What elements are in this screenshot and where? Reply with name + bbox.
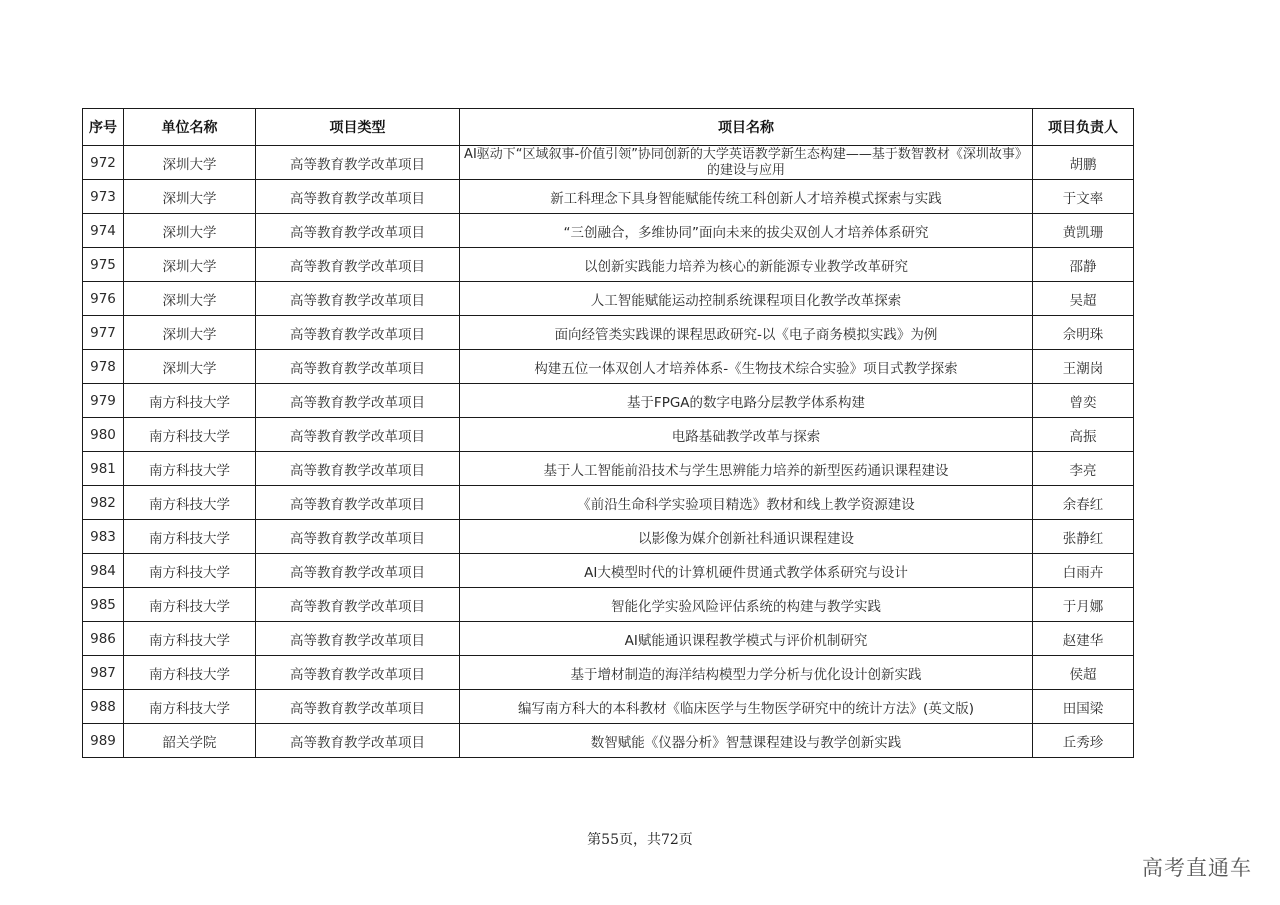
cell-serial-number: 979 xyxy=(83,384,124,418)
header-project-name: 项目名称 xyxy=(460,109,1033,146)
cell-unit-name: 南方科技大学 xyxy=(124,622,256,656)
cell-project-name: 《前沿生命科学实验项目精选》教材和线上教学资源建设 xyxy=(460,486,1033,520)
cell-serial-number: 973 xyxy=(83,180,124,214)
cell-serial-number: 978 xyxy=(83,350,124,384)
cell-project-type: 高等教育教学改革项目 xyxy=(256,452,460,486)
cell-project-lead: 于文率 xyxy=(1033,180,1134,214)
table-row xyxy=(83,350,1134,384)
watermark-text: 高考直通车 xyxy=(1142,856,1252,880)
cell-project-type: 高等教育教学改革项目 xyxy=(256,588,460,622)
cell-project-lead: 余春红 xyxy=(1033,486,1134,520)
cell-serial-number: 983 xyxy=(83,520,124,554)
table-row xyxy=(83,656,1134,690)
cell-project-name: “三创融合，多维协同”面向未来的拔尖双创人才培养体系研究 xyxy=(460,214,1033,248)
cell-serial-number: 981 xyxy=(83,452,124,486)
cell-project-name: 智能化学实验风险评估系统的构建与教学实践 xyxy=(460,588,1033,622)
cell-project-type: 高等教育教学改革项目 xyxy=(256,180,460,214)
table-header-row xyxy=(83,109,1134,146)
cell-serial-number: 989 xyxy=(83,724,124,758)
cell-project-lead: 曾奕 xyxy=(1033,384,1134,418)
cell-unit-name: 深圳大学 xyxy=(124,180,256,214)
project-table xyxy=(82,108,1134,758)
cell-project-name: 数智赋能《仪器分析》智慧课程建设与教学创新实践 xyxy=(460,724,1033,758)
cell-project-name: 基于增材制造的海洋结构模型力学分析与优化设计创新实践 xyxy=(460,656,1033,690)
cell-project-name: 编写南方科大的本科教材《临床医学与生物医学研究中的统计方法》(英文版) xyxy=(460,690,1033,724)
table-body xyxy=(83,146,1134,758)
cell-project-type: 高等教育教学改革项目 xyxy=(256,724,460,758)
cell-serial-number: 985 xyxy=(83,588,124,622)
cell-project-name: 面向经管类实践课的课程思政研究-以《电子商务模拟实践》为例 xyxy=(460,316,1033,350)
cell-project-name: AI赋能通识课程教学模式与评价机制研究 xyxy=(460,622,1033,656)
cell-unit-name: 南方科技大学 xyxy=(124,690,256,724)
cell-project-lead: 田国梁 xyxy=(1033,690,1134,724)
cell-project-lead: 邵静 xyxy=(1033,248,1134,282)
cell-project-name: 人工智能赋能运动控制系统课程项目化教学改革探索 xyxy=(460,282,1033,316)
cell-serial-number: 982 xyxy=(83,486,124,520)
cell-project-lead: 丘秀珍 xyxy=(1033,724,1134,758)
cell-project-lead: 吴超 xyxy=(1033,282,1134,316)
cell-project-type: 高等教育教学改革项目 xyxy=(256,146,460,180)
cell-serial-number: 974 xyxy=(83,214,124,248)
table-row xyxy=(83,486,1134,520)
cell-unit-name: 深圳大学 xyxy=(124,146,256,180)
cell-serial-number: 986 xyxy=(83,622,124,656)
cell-unit-name: 南方科技大学 xyxy=(124,452,256,486)
cell-project-type: 高等教育教学改革项目 xyxy=(256,418,460,452)
cell-serial-number: 984 xyxy=(83,554,124,588)
cell-unit-name: 深圳大学 xyxy=(124,350,256,384)
cell-project-lead: 侯超 xyxy=(1033,656,1134,690)
header-project-lead: 项目负责人 xyxy=(1033,109,1134,146)
header-serial-number: 序号 xyxy=(83,109,124,146)
cell-project-lead: 高振 xyxy=(1033,418,1134,452)
cell-project-name: AI大模型时代的计算机硬件贯通式教学体系研究与设计 xyxy=(460,554,1033,588)
cell-project-type: 高等教育教学改革项目 xyxy=(256,622,460,656)
cell-project-type: 高等教育教学改革项目 xyxy=(256,248,460,282)
cell-project-lead: 于月娜 xyxy=(1033,588,1134,622)
cell-project-type: 高等教育教学改革项目 xyxy=(256,214,460,248)
table-row xyxy=(83,146,1134,180)
cell-unit-name: 南方科技大学 xyxy=(124,486,256,520)
cell-project-lead: 胡鹏 xyxy=(1033,146,1134,180)
cell-serial-number: 988 xyxy=(83,690,124,724)
table-row xyxy=(83,248,1134,282)
table-row xyxy=(83,180,1134,214)
cell-unit-name: 深圳大学 xyxy=(124,316,256,350)
cell-serial-number: 975 xyxy=(83,248,124,282)
page-number: 第55页，共72页 xyxy=(587,832,693,848)
cell-unit-name: 深圳大学 xyxy=(124,214,256,248)
cell-project-name: 以创新实践能力培养为核心的新能源专业教学改革研究 xyxy=(460,248,1033,282)
cell-unit-name: 南方科技大学 xyxy=(124,384,256,418)
table-row xyxy=(83,384,1134,418)
table-row xyxy=(83,622,1134,656)
cell-unit-name: 南方科技大学 xyxy=(124,588,256,622)
table-row xyxy=(83,214,1134,248)
table-row xyxy=(83,588,1134,622)
cell-serial-number: 977 xyxy=(83,316,124,350)
cell-unit-name: 南方科技大学 xyxy=(124,554,256,588)
cell-unit-name: 深圳大学 xyxy=(124,282,256,316)
cell-unit-name: 南方科技大学 xyxy=(124,656,256,690)
cell-project-type: 高等教育教学改革项目 xyxy=(256,316,460,350)
cell-project-lead: 白雨卉 xyxy=(1033,554,1134,588)
cell-project-type: 高等教育教学改革项目 xyxy=(256,350,460,384)
cell-serial-number: 972 xyxy=(83,146,124,180)
table-row xyxy=(83,520,1134,554)
cell-serial-number: 980 xyxy=(83,418,124,452)
cell-project-type: 高等教育教学改革项目 xyxy=(256,656,460,690)
cell-project-name: 构建五位一体双创人才培养体系-《生物技术综合实验》项目式教学探索 xyxy=(460,350,1033,384)
cell-project-name: AI驱动下“区域叙事-价值引领”协同创新的大学英语教学新生态构建——基于数智教材《深圳故事》的建设与应用 xyxy=(460,146,1033,180)
cell-project-type: 高等教育教学改革项目 xyxy=(256,282,460,316)
cell-project-lead: 黄凯珊 xyxy=(1033,214,1134,248)
cell-project-name: 基于FPGA的数字电路分层教学体系构建 xyxy=(460,384,1033,418)
table-row xyxy=(83,282,1134,316)
cell-project-name: 基于人工智能前沿技术与学生思辨能力培养的新型医药通识课程建设 xyxy=(460,452,1033,486)
cell-project-lead: 佘明珠 xyxy=(1033,316,1134,350)
cell-serial-number: 976 xyxy=(83,282,124,316)
cell-unit-name: 深圳大学 xyxy=(124,248,256,282)
table-row xyxy=(83,418,1134,452)
cell-serial-number: 987 xyxy=(83,656,124,690)
cell-project-type: 高等教育教学改革项目 xyxy=(256,520,460,554)
table-row xyxy=(83,452,1134,486)
cell-unit-name: 南方科技大学 xyxy=(124,418,256,452)
cell-project-name: 电路基础教学改革与探索 xyxy=(460,418,1033,452)
table-row xyxy=(83,554,1134,588)
table-row xyxy=(83,316,1134,350)
cell-unit-name: 南方科技大学 xyxy=(124,520,256,554)
header-project-type: 项目类型 xyxy=(256,109,460,146)
header-unit-name: 单位名称 xyxy=(124,109,256,146)
cell-project-lead: 王潮岗 xyxy=(1033,350,1134,384)
cell-project-name: 新工科理念下具身智能赋能传统工科创新人才培养模式探索与实践 xyxy=(460,180,1033,214)
cell-project-lead: 赵建华 xyxy=(1033,622,1134,656)
cell-project-type: 高等教育教学改革项目 xyxy=(256,486,460,520)
cell-project-lead: 李亮 xyxy=(1033,452,1134,486)
cell-project-type: 高等教育教学改革项目 xyxy=(256,554,460,588)
cell-project-name: 以影像为媒介创新社科通识课程建设 xyxy=(460,520,1033,554)
table-row xyxy=(83,690,1134,724)
table-row xyxy=(83,724,1134,758)
cell-project-lead: 张静红 xyxy=(1033,520,1134,554)
cell-unit-name: 韶关学院 xyxy=(124,724,256,758)
cell-project-type: 高等教育教学改革项目 xyxy=(256,690,460,724)
cell-project-type: 高等教育教学改革项目 xyxy=(256,384,460,418)
